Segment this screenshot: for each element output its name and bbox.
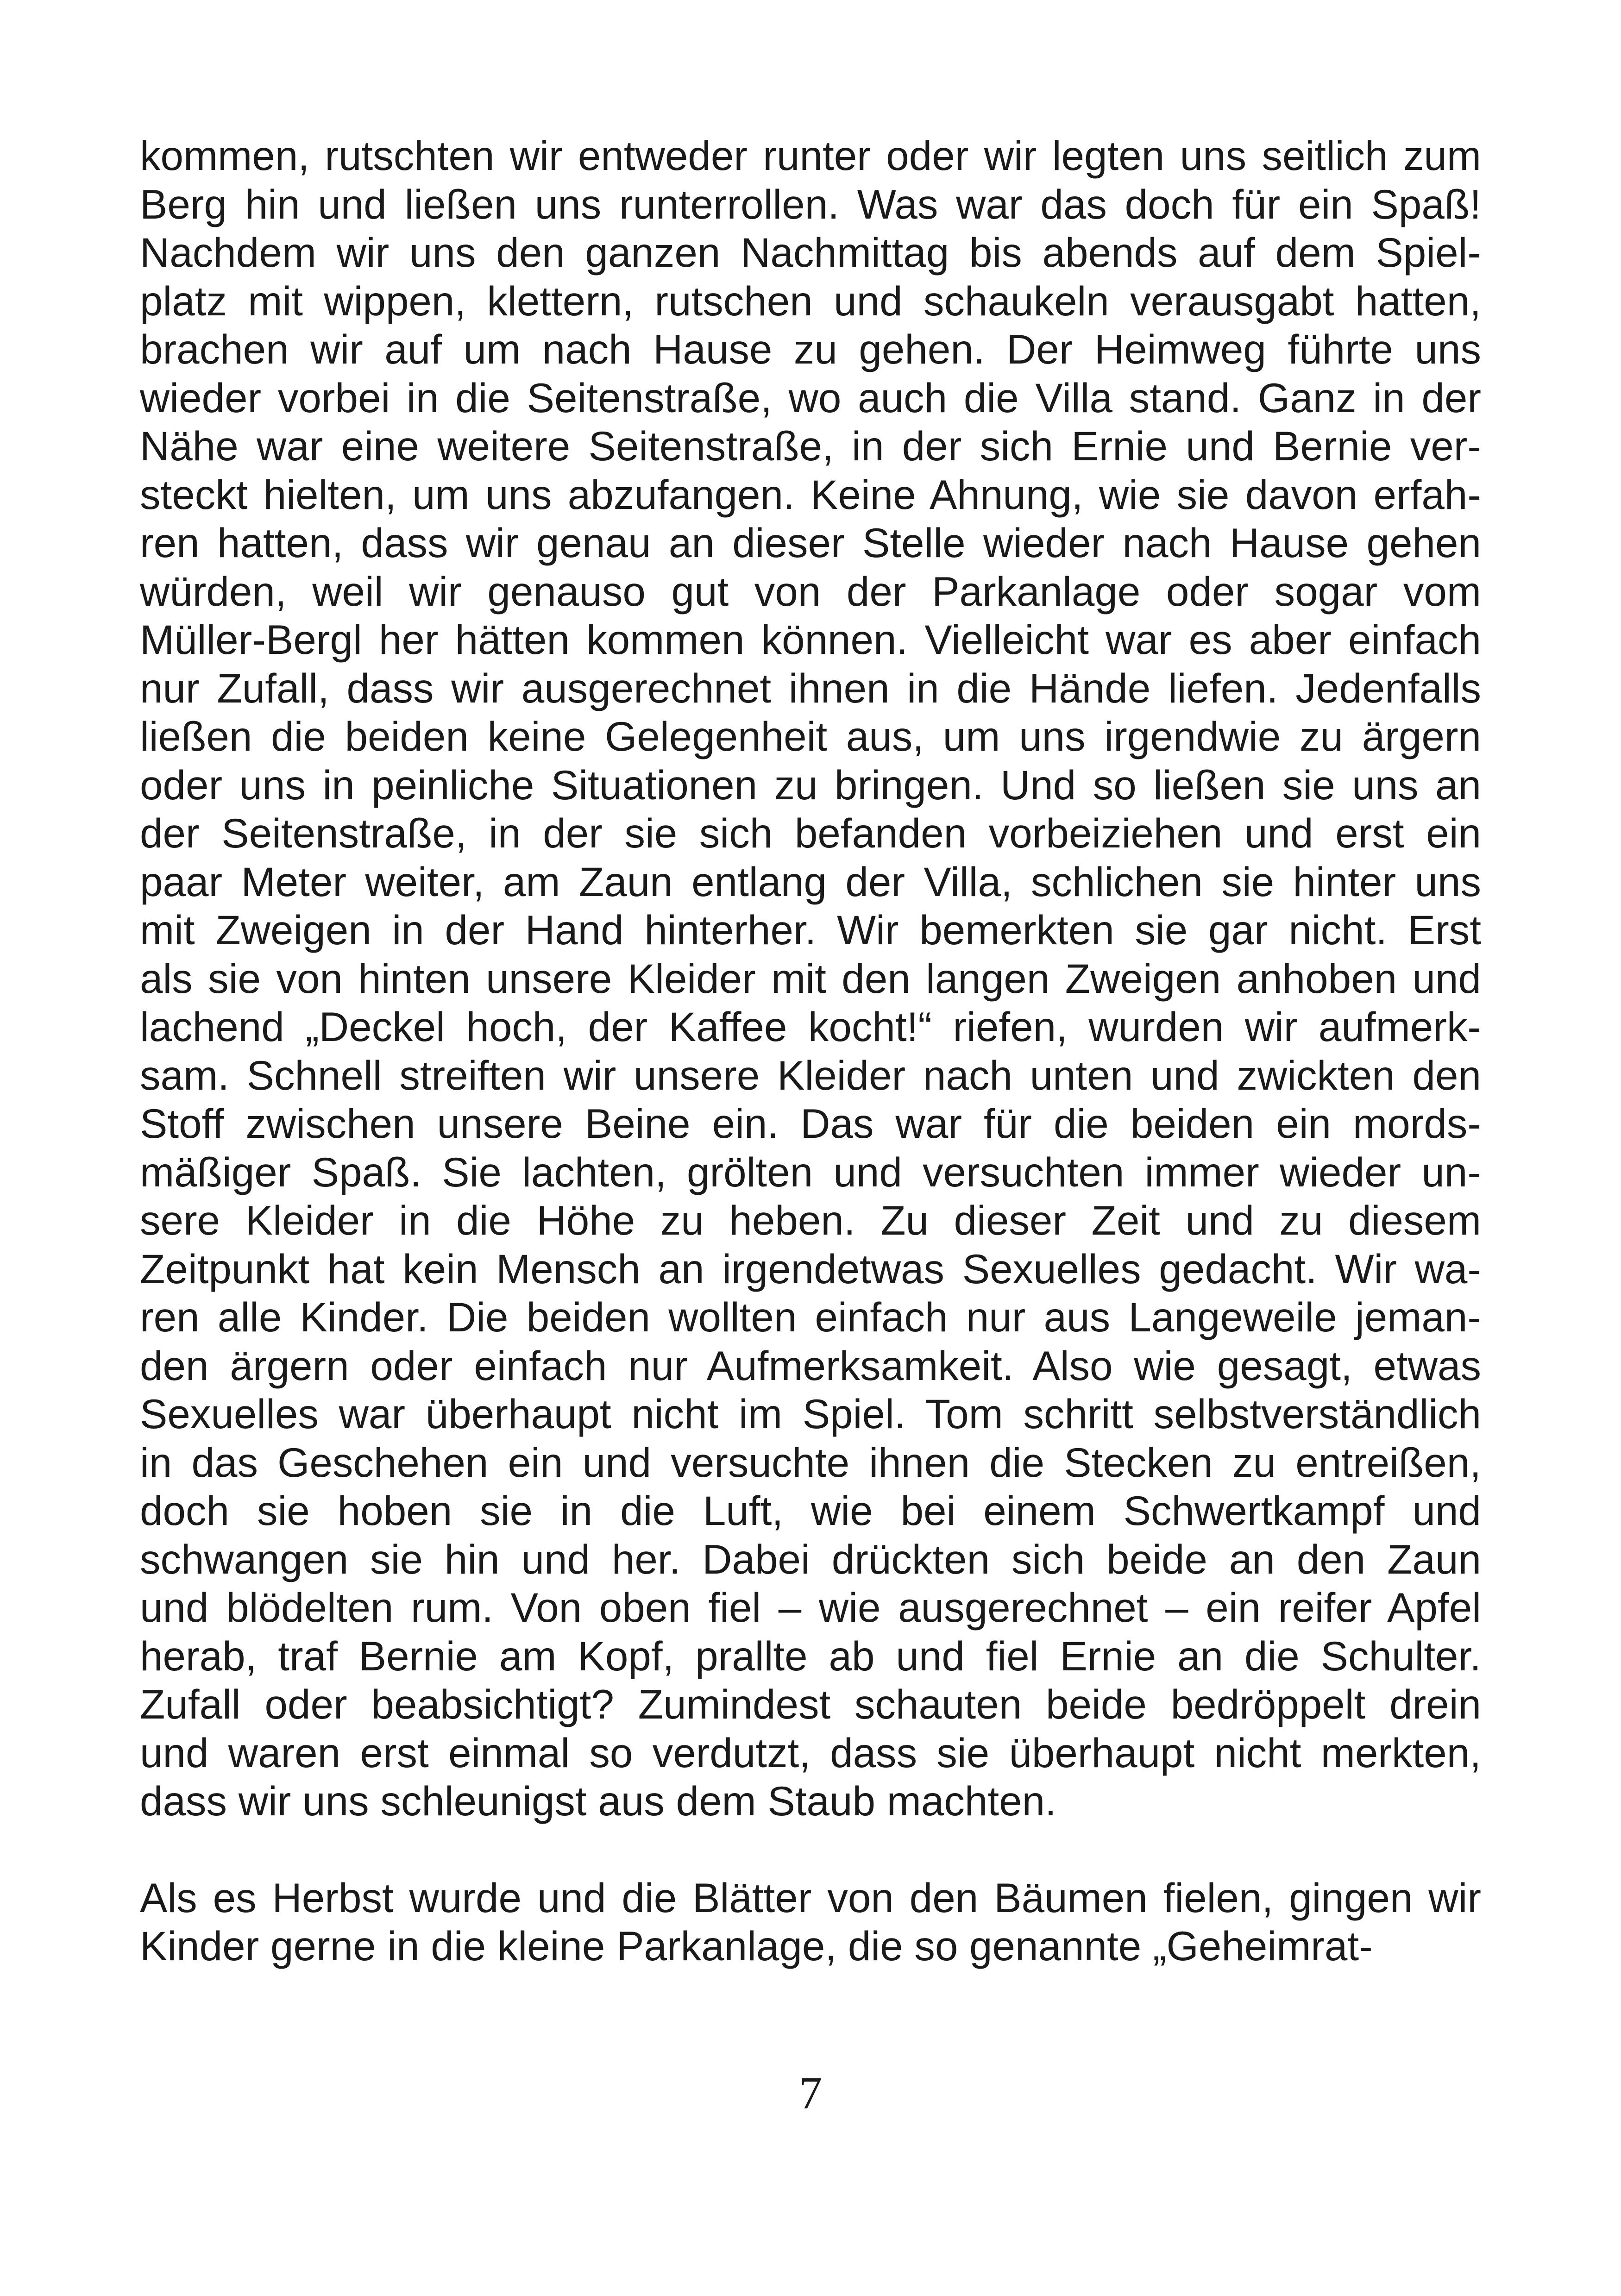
text-line: steckt hielten, um uns abzufangen. Keine Ahnung, wie sie davon erfah- [140, 471, 1481, 518]
text-line: Zeitpunkt hat kein Mensch an irgendetwas Sexuelles gedacht. Wir wa- [140, 1245, 1481, 1292]
text-line: Stoff zwischen unsere Beine ein. Das war für die beiden ein mords- [140, 1100, 1481, 1147]
text-line: mäßiger Spaß. Sie lachten, grölten und versuchten immer wieder un- [140, 1148, 1481, 1195]
text-line: ren alle Kinder. Die beiden wollten einfach nur aus Langeweile jeman- [140, 1294, 1481, 1340]
text-line: dass wir uns schleunigst aus dem Staub machten. [140, 1778, 1056, 1824]
text-line: Berg hin und ließen uns runterrollen. Was war das doch für ein Spaß! [140, 181, 1481, 227]
text-line: der Seitenstraße, in der sie sich befanden vorbeiziehen und erst ein [140, 810, 1481, 856]
text-line: sere Kleider in die Höhe zu heben. Zu dieser Zeit und zu diesem [140, 1197, 1481, 1243]
text-line: kommen, rutschten wir entweder runter oder wir legten uns seitlich zum [140, 132, 1481, 179]
text-line: Müller-Bergl her hätten kommen können. Vielleicht war es aber einfach [140, 616, 1481, 663]
text-line: ließen die beiden keine Gelegenheit aus, um uns irgendwie zu ärgern [140, 713, 1481, 759]
text-line: brachen wir auf um nach Hause zu gehen. Der Heimweg führte uns [140, 326, 1481, 372]
text-line: und waren erst einmal so verdutzt, dass sie überhaupt nicht merkten, [140, 1729, 1481, 1776]
text-line: Sexuelles war überhaupt nicht im Spiel. Tom schritt selbstverständlich [140, 1391, 1481, 1437]
text-line: mit Zweigen in der Hand hinterher. Wir bemerkten sie gar nicht. Erst [140, 907, 1481, 953]
text-line: würden, weil wir genauso gut von der Parkanlage oder sogar vom [140, 568, 1481, 615]
text-line: oder uns in peinliche Situationen zu bringen. Und so ließen sie uns an [140, 761, 1481, 808]
paragraph-2 [140, 1874, 1481, 1970]
text-line: sam. Schnell streiften wir unsere Kleider nach unten und zwickten den [140, 1052, 1481, 1098]
text-line: Nähe war eine weitere Seitenstraße, in der sich Ernie und Bernie ver- [140, 423, 1481, 469]
text-line: nur Zufall, dass wir ausgerechnet ihnen in die Hände liefen. Jedenfalls [140, 665, 1481, 711]
text-line: Kinder gerne in die kleine Parkanlage, die so genannte „Geheimrat- [140, 1923, 1373, 1969]
text-line: lachend „Deckel hoch, der Kaffee kocht!“ riefen, wurden wir aufmerk- [140, 1004, 1481, 1050]
text-line: ren hatten, dass wir genau an dieser Stelle wieder nach Hause gehen [140, 520, 1481, 566]
text-line: doch sie hoben sie in die Luft, wie bei einem Schwertkampf und [140, 1487, 1481, 1534]
text-line: Zufall oder beabsichtigt? Zumindest schauten beide bedröppelt drein [140, 1681, 1481, 1727]
body-text [140, 132, 1481, 1970]
text-line: und blödelten rum. Von oben fiel – wie ausgerechnet – ein reifer Apfel [140, 1584, 1481, 1631]
paragraph-gap [140, 1826, 1481, 1874]
text-line: den ärgern oder einfach nur Aufmerksamkeit. Also wie gesagt, etwas [140, 1342, 1481, 1389]
text-line: paar Meter weiter, am Zaun entlang der Villa, schlichen sie hinter uns [140, 858, 1481, 905]
text-line: in das Geschehen ein und versuchte ihnen die Stecken zu entreißen, [140, 1439, 1481, 1486]
text-line: Nachdem wir uns den ganzen Nachmittag bis abends auf dem Spiel- [140, 229, 1481, 276]
page-number: 7 [799, 2067, 822, 2119]
text-line: als sie von hinten unsere Kleider mit den langen Zweigen anhoben und [140, 955, 1481, 1002]
paragraph-1 [140, 132, 1481, 1826]
text-line: platz mit wippen, klettern, rutschen und schaukeln verausgabt hatten, [140, 277, 1481, 324]
text-line: wieder vorbei in die Seitenstraße, wo auch die Villa stand. Ganz in der [140, 374, 1481, 421]
text-line: schwangen sie hin und her. Dabei drückten sich beide an den Zaun [140, 1536, 1481, 1582]
text-line: Als es Herbst wurde und die Blätter von den Bäumen fielen, gingen wir [140, 1874, 1481, 1921]
text-line: herab, traf Bernie am Kopf, prallte ab und fiel Ernie an die Schulter. [140, 1632, 1481, 1679]
